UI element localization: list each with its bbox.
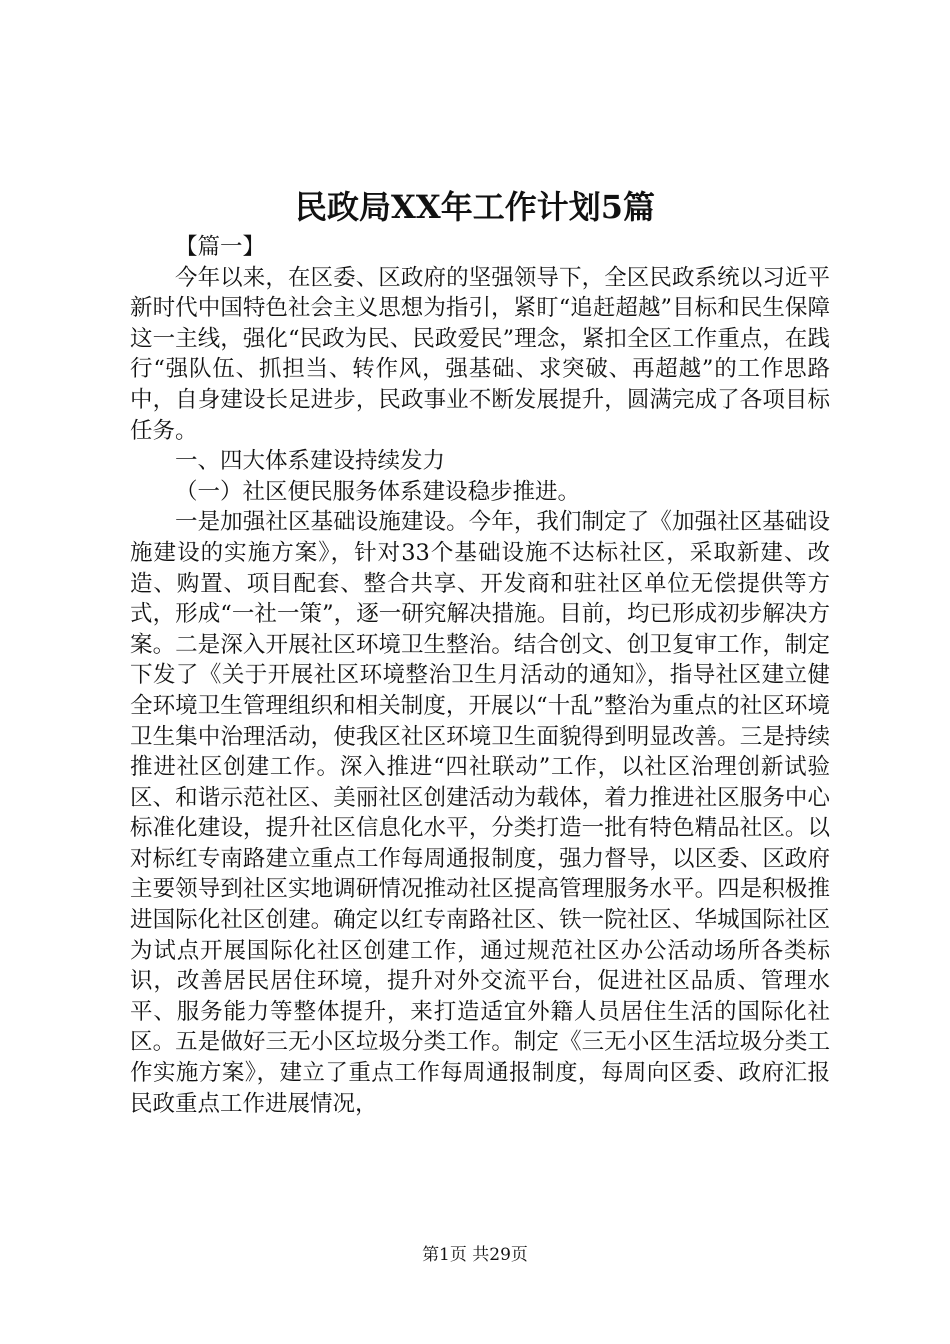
document-body xyxy=(130,232,830,1119)
subheading-1: 一、四大体系建设持续发力 xyxy=(175,448,446,475)
subheading-1-1: （一）社区便民服务体系建设稳步推进。 xyxy=(175,478,581,505)
intro-paragraph: 今年以来，在区委、区政府的坚强领导下，全区民政系统以习近平新时代中国特色社会主义思想为指引，紧盯“追赶超越”目标和民生保障这一主线，强化“民政为民、民政爱民”理念，紧扣全区工作重点，在践行“强队伍、抓担当、转作风，强基础、求突破、再超越”的工作思路中，自身建设长足进步，民政事业不断发展提升，圆满完成了各项目标任务。 xyxy=(130,264,830,444)
section-heading: 【篇一】 xyxy=(175,234,266,260)
page-number-footer: 第1页 共29页 xyxy=(422,1245,528,1265)
document-title: 民政局XX年工作计划5篇 xyxy=(295,188,655,226)
body-paragraph: 一是加强社区基础设施建设。今年，我们制定了《加强社区基础设施建设的实施方案》，针对33个基础设施不达标社区，采取新建、改造、购置、项目配套、整合共享、开发商和驻社区单位无偿提供等方式，形成“一社一策”，逐一研究解决措施。目前，均已形成初步解决方案。二是深入开展社区环境卫生整治。结合创文、创卫复审工作，制定下发了《关于开展社区环境整治卫生月活动的通知》，指导社区建立健全环境卫生管理组织和相关制度，开展以“十乱”整治为重点的社区环境卫生集中治理活动，使我区社区环境卫生面貌得到明显改善。三是持续推进社区创建工作。深入推进“四社联动”工作，以社区治理创新试验区、和谐示范社区、美丽社区创建活动为载体，着力推进社区服务中心标准化建设，提升社区信息化水平，分类打造一批有特色精品社区。以对标红专南路建立重点工作每周通报制度，强力督导，以区委、区政府主要领导到社区实地调研情况推动社区提高管理服务水平。四是积极推进国际化社区创建。确定以红专南路社区、铁一院社区、华城国际社区为试点开展国际化社区创建工作，通过规范社区办公活动场所各类标识，改善居民居住环境，提升对外交流平台，促进社区品质、管理水平、服务能力等整体提升，来打造适宜外籍人员居住生活的国际化社区。五是做好三无小区垃圾分类工作。制定《三无小区生活垃圾分类工作实施方案》，建立了重点工作每周通报制度，每周向区委、政府汇报民政重点工作进展情况， xyxy=(130,509,830,1117)
